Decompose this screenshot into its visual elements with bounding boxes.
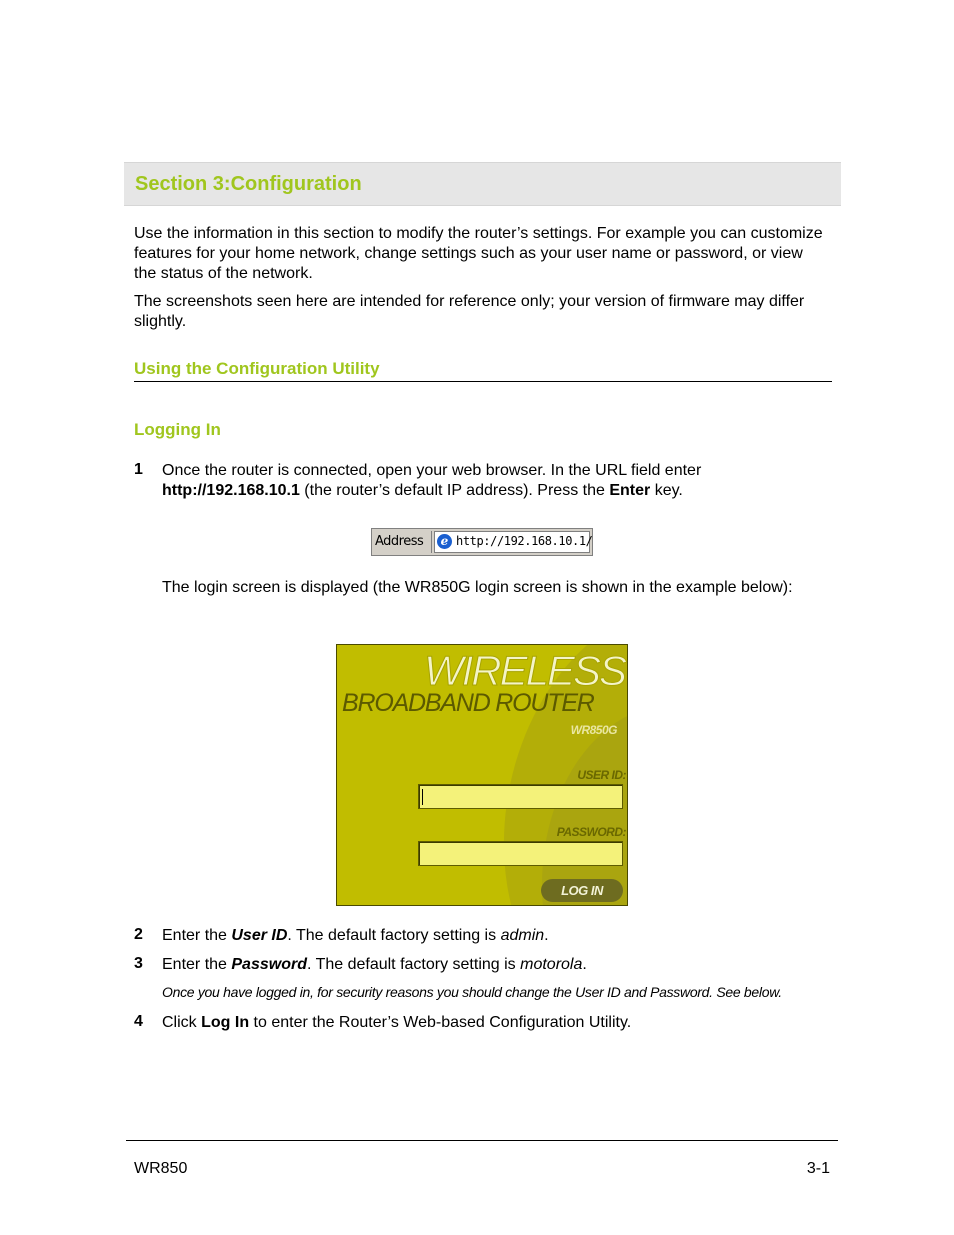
section-banner (124, 162, 841, 206)
subsubheading: Logging In (134, 420, 221, 439)
step-text-part: to enter the Router’s Web-based Configuration Utility. (249, 1014, 632, 1031)
password-label: PASSWORD: (556, 825, 626, 839)
subheading: Using the Configuration Utility (134, 359, 832, 382)
step-number: 2 (134, 926, 143, 943)
step-term: Password (231, 956, 307, 973)
intro-paragraph-2: The screenshots seen here are intended for reference only; your version of firmware may differ slightly. (134, 293, 805, 330)
login-model: WR850G (570, 723, 617, 737)
step-url: http://192.168.10.1 (162, 482, 300, 499)
url-text: http://192.168.10.1/ (456, 534, 593, 548)
log-in-button[interactable]: LOG IN (541, 879, 623, 902)
step-term: User ID (231, 927, 288, 944)
login-caption: The login screen is displayed (the WR850G login screen is shown in the example below): (162, 579, 793, 596)
step-text-part: Enter the (162, 956, 232, 973)
intro-paragraph-1: Use the information in this section to modify the router’s settings. For example you can customize features for your home network, change settings such as your user name or password, or view the status of the network. (134, 225, 823, 282)
step-text-part: Click (162, 1014, 202, 1031)
step-text-part: key. (650, 482, 683, 499)
user-id-input[interactable] (418, 784, 623, 809)
step-text-part: Once the router is connected, open your web browser. In the URL field enter (162, 462, 702, 479)
login-subtitle: BROADBAND ROUTER (342, 689, 594, 717)
step-text (162, 926, 822, 946)
step-number: 3 (134, 955, 143, 972)
url-field (434, 531, 593, 553)
step-text (162, 955, 822, 975)
password-input[interactable] (418, 841, 623, 866)
step-text-part: . The default factory setting is (287, 927, 501, 944)
step-text-part: . The default factory setting is (306, 956, 521, 973)
step-text (162, 461, 822, 501)
footer-product: WR850 (134, 1160, 188, 1177)
step-text-part: (the router’s default IP address). Press the (299, 482, 610, 499)
step-key: Enter (609, 482, 651, 499)
step-number: 4 (134, 1013, 143, 1030)
user-id-label: USER ID: (577, 768, 626, 782)
security-note: Once you have logged in, for security reasons you should change the User ID and Password. See below. (162, 984, 782, 1000)
step-action: Log In (201, 1014, 250, 1031)
step-text-part: Enter the (162, 927, 232, 944)
step-number: 1 (134, 461, 143, 478)
address-label: Address (375, 534, 424, 549)
page-number: 3-1 (806, 1160, 830, 1177)
default-value: motorola (520, 956, 583, 973)
login-title: WIRELESS (423, 647, 625, 694)
step-text-part: . (544, 927, 549, 944)
divider (431, 531, 432, 553)
ie-icon: e (437, 534, 452, 549)
footer-divider (126, 1140, 838, 1141)
text-caret (422, 789, 423, 805)
section-title: Section 3:Configuration (135, 173, 362, 195)
default-value: admin (500, 927, 545, 944)
step-text (162, 1013, 822, 1033)
address-bar-screenshot (371, 528, 593, 556)
step-text-part: . (582, 956, 587, 973)
login-screen-screenshot (336, 644, 628, 906)
